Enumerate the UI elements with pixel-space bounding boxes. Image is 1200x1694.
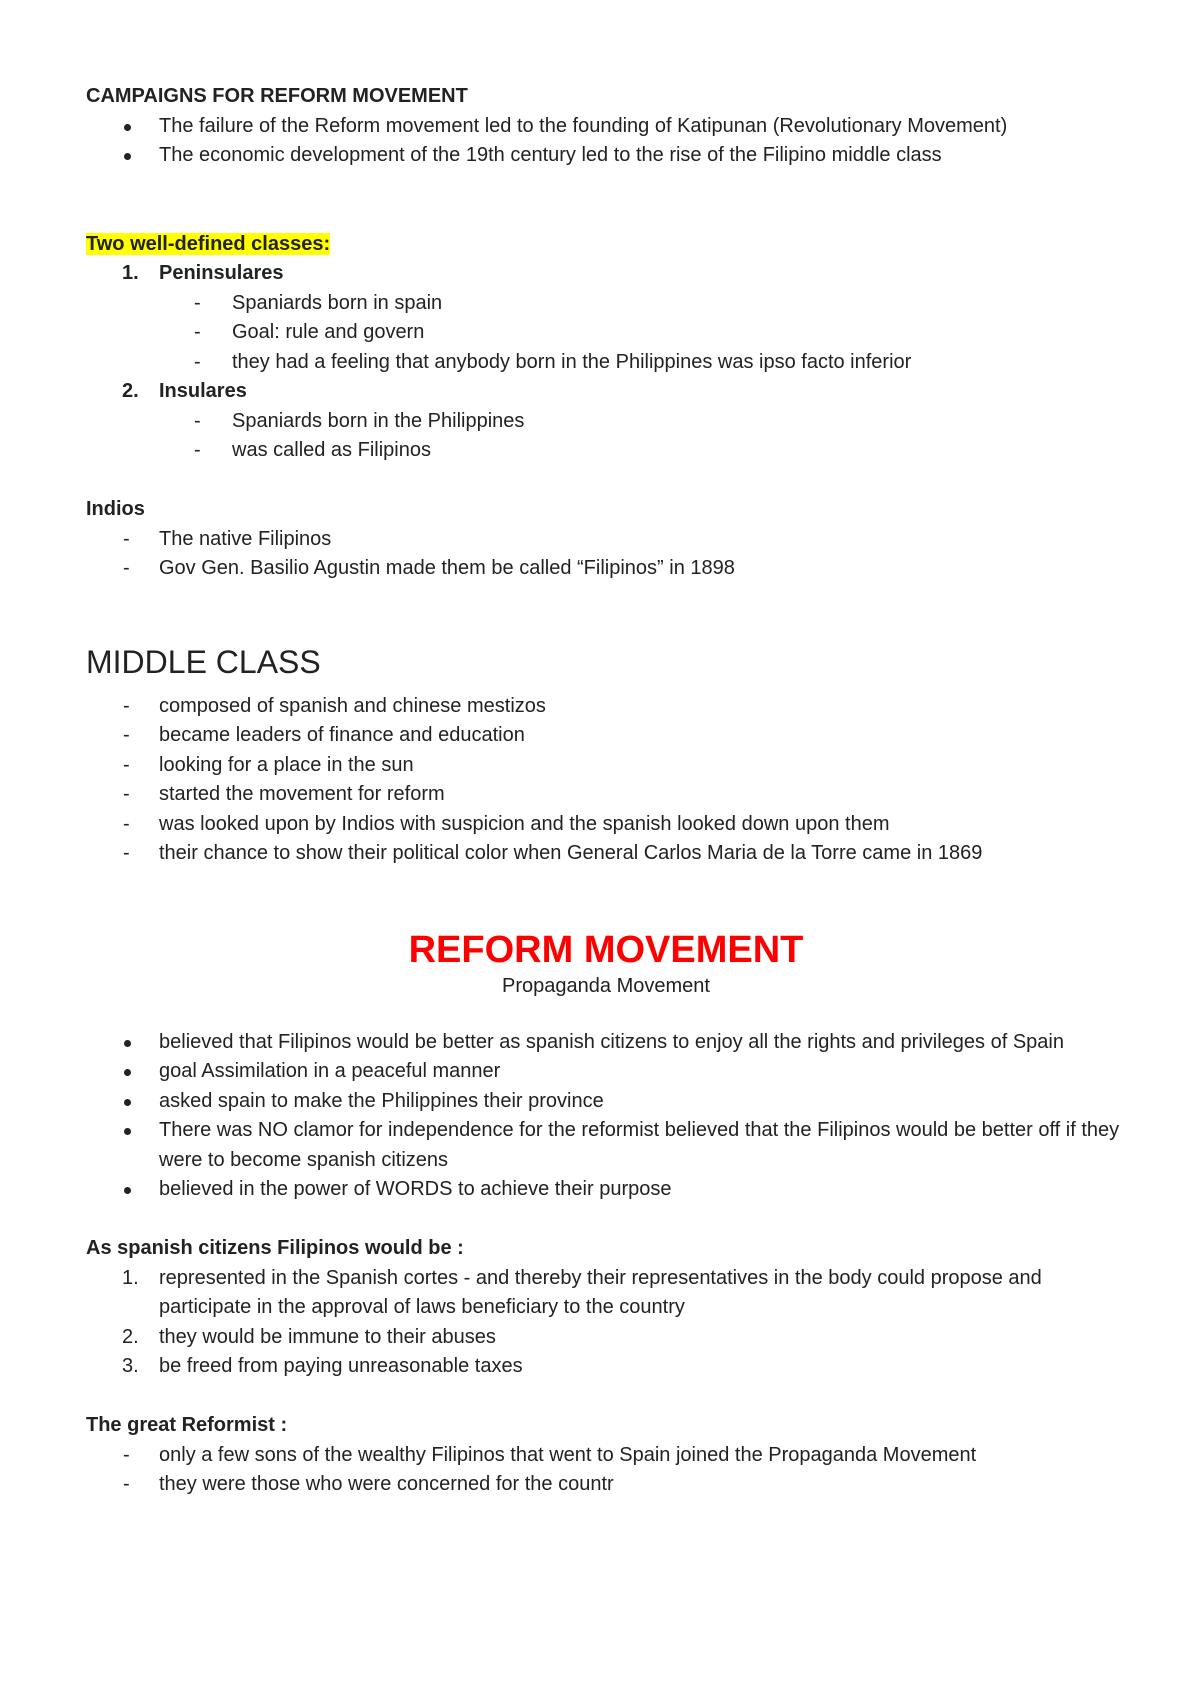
class-name: Insulares <box>159 380 247 402</box>
list-item: The economic development of the 19th century led to the rise of the Filipino middle class <box>86 141 1126 171</box>
citizens-list <box>86 1264 1126 1382</box>
list-item: - Spaniards born in spain <box>86 289 1126 319</box>
item-number: 1. <box>122 1266 139 1289</box>
list-item: believed that Filipinos would be better as spanish citizens to enjoy all the rights and privileges of Spain <box>86 1028 1126 1058</box>
list-item <box>86 1323 1126 1353</box>
item-text: represented in the Spanish cortes - and thereby their representatives in the body could propose and participate in the approval of laws beneficiary to the country <box>159 1266 1042 1318</box>
campaigns-bullet-list <box>86 112 1126 171</box>
list-item: - they had a feeling that anybody born in the Philippines was ipso facto inferior <box>86 348 1126 378</box>
list-item: - Goal: rule and govern <box>86 318 1126 348</box>
list-item: - Spaniards born in the Philippines <box>86 407 1126 437</box>
class-item-peninsulares <box>86 259 1126 289</box>
list-item: - The native Filipinos <box>86 525 1126 555</box>
middle-class-heading: MIDDLE CLASS <box>86 643 321 680</box>
reform-bullet-list <box>86 1028 1126 1205</box>
indios-list <box>86 525 1126 584</box>
item-number: 3. <box>122 1355 139 1377</box>
list-item: - was called as Filipinos <box>86 436 1126 466</box>
document-page <box>86 82 1126 1500</box>
class-item-insulares <box>86 377 1126 407</box>
list-item: There was NO clamor for independence for the reformist believed that the Filipinos would be better off if they were to become spanish citizens <box>86 1116 1126 1175</box>
reform-movement-subtitle: Propaganda Movement <box>502 974 710 997</box>
indios-heading: Indios <box>86 498 145 520</box>
list-item: - composed of spanish and chinese mestizos <box>86 692 1126 722</box>
list-item: The failure of the Reform movement led to the founding of Katipunan (Revolutionary Movement) <box>86 112 1126 142</box>
item-number: 2. <box>122 1325 139 1348</box>
list-item <box>86 1352 1126 1382</box>
campaigns-title: CAMPAIGNS FOR REFORM MOVEMENT <box>86 85 468 107</box>
list-item: - they were those who were concerned for the countr <box>86 1470 1126 1500</box>
class-name: Peninsulares <box>159 262 284 284</box>
list-item: believed in the power of WORDS to achieve their purpose <box>86 1175 1126 1205</box>
list-item: asked spain to make the Philippines their province <box>86 1087 1126 1117</box>
item-number: 1. <box>122 262 139 284</box>
list-item: - looking for a place in the sun <box>86 751 1126 781</box>
list-item: - Gov Gen. Basilio Agustin made them be called “Filipinos” in 1898 <box>86 554 1126 584</box>
citizens-heading: As spanish citizens Filipinos would be : <box>86 1237 464 1259</box>
list-item <box>86 1264 1126 1323</box>
item-text: they would be immune to their abuses <box>159 1325 496 1348</box>
classes-heading: Two well-defined classes: <box>86 232 331 255</box>
list-item: goal Assimilation in a peaceful manner <box>86 1057 1126 1087</box>
great-reformist-list <box>86 1441 1126 1500</box>
item-text: be freed from paying unreasonable taxes <box>159 1355 523 1377</box>
middle-class-list <box>86 692 1126 869</box>
list-item: - was looked upon by Indios with suspicion and the spanish looked down upon them <box>86 810 1126 840</box>
list-item: - started the movement for reform <box>86 780 1126 810</box>
list-item: - only a few sons of the wealthy Filipinos that went to Spain joined the Propaganda Movement <box>86 1441 1126 1471</box>
item-number: 2. <box>122 380 139 402</box>
list-item: - became leaders of finance and education <box>86 721 1126 751</box>
great-reformist-heading: The great Reformist : <box>86 1414 288 1436</box>
classes-list <box>86 259 1126 466</box>
reform-movement-title: REFORM MOVEMENT <box>408 928 804 971</box>
list-item: - their chance to show their political color when General Carlos Maria de la Torre came in 1869 <box>86 839 1126 869</box>
